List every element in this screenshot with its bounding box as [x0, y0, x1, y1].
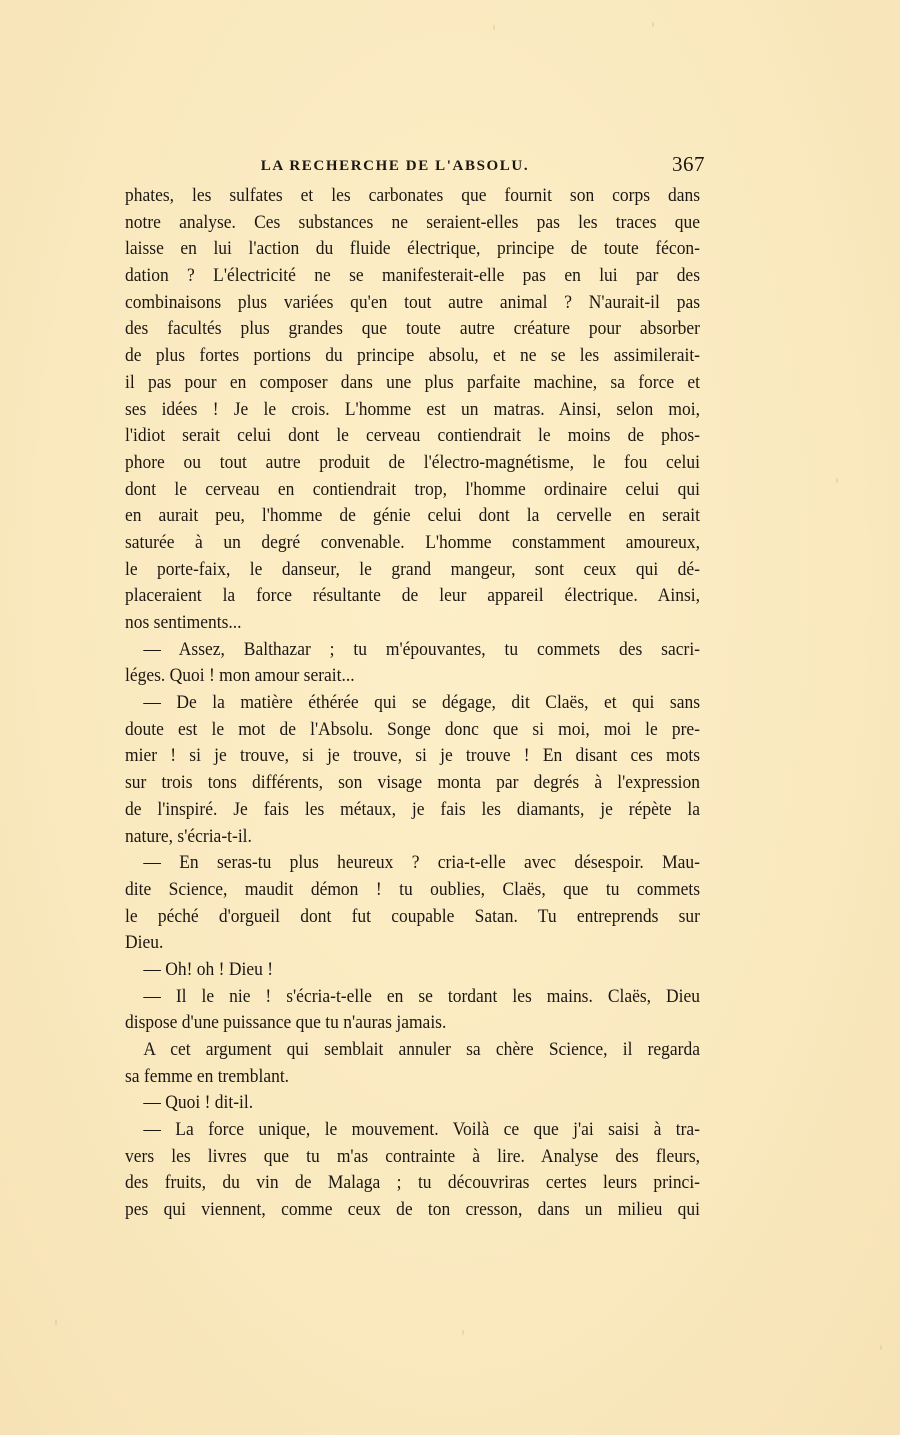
text-line: — Il le nie ! s'écria-t-elle en se tordant les mains. Claës, Dieu [143, 985, 700, 1007]
paper-speck [836, 478, 838, 483]
text-line: le porte-faix, le danseur, le grand mangeur, sont ceux qui dé- [125, 558, 700, 580]
text-line: — Quoi ! dit-il. [143, 1092, 254, 1114]
text-line: mier ! si je trouve, si je trouve, si je trouve ! En disant ces mots [125, 745, 700, 767]
text-line: laisse en lui l'action du fluide électrique, principe de toute fécon- [125, 238, 700, 260]
text-line: notre analyse. Ces substances ne seraient-elles pas les traces que [125, 211, 700, 233]
text-line: dite Science, maudit démon ! tu oublies, Claës, que tu commets [125, 878, 700, 900]
body-text [125, 183, 700, 1224]
text-line: nature, s'écria-t-il. [125, 825, 252, 847]
text-line: — En seras-tu plus heureux ? cria-t-elle avec désespoir. Mau- [143, 852, 700, 874]
paper-speck [652, 22, 654, 27]
text-line: phates, les sulfates et les carbonates que fournit son corps dans [125, 185, 700, 206]
paper-speck [462, 1330, 464, 1335]
text-line: le péché d'orgueil dont fut coupable Satan. Tu entreprends sur [125, 905, 700, 927]
text-line: combinaisons plus variées qu'en tout autre animal ? N'aurait-il pas [125, 291, 700, 313]
paper-speck [880, 1345, 882, 1350]
text-line: dont le cerveau en contiendrait trop, l'homme ordinaire celui qui [125, 478, 700, 500]
text-line: doute est le mot de l'Absolu. Songe donc que si moi, moi le pre- [125, 718, 700, 740]
page-number: 367 [672, 152, 705, 176]
text-line: — Assez, Balthazar ; tu m'épouvantes, tu commets des sacri- [143, 638, 700, 660]
text-line: saturée à un degré convenable. L'homme constamment amoureux, [125, 531, 700, 553]
text-line: des facultés plus grandes que toute autre créature pour absorber [125, 318, 700, 340]
text-line: vers les livres que tu m'as contrainte à lire. Analyse des fleurs, [125, 1145, 700, 1167]
text-line: sur trois tons différents, son visage monta par degrés à l'expression [125, 772, 700, 794]
text-line: — Oh! oh ! Dieu ! [143, 958, 274, 980]
text-line: phore ou tout autre produit de l'électro-magnétisme, le fou celui [125, 451, 700, 473]
text-line: de plus fortes portions du principe absolu, et ne se les assimilerait- [125, 345, 700, 367]
text-line: — La force unique, le mouvement. Voilà ce que j'ai saisi à tra- [143, 1119, 700, 1141]
text-line: Dieu. [125, 932, 164, 954]
text-line: sa femme en tremblant. [125, 1065, 290, 1087]
text-line: l'idiot serait celui dont le cerveau contiendrait le moins de phos- [125, 425, 700, 447]
text-line: dispose d'une puissance que tu n'auras jamais. [125, 1012, 447, 1034]
text-line: dation ? L'électricité ne se manifesterait-elle pas en lui par des [125, 265, 700, 287]
text-line: en aurait peu, l'homme de génie celui dont la cervelle en serait [125, 505, 700, 527]
running-title [125, 158, 705, 175]
text-line: ses idées ! Je le crois. L'homme est un matras. Ainsi, selon moi, [125, 398, 700, 420]
text-line: A cet argument qui semblait annuler sa chère Science, il regarda [143, 1039, 700, 1060]
text-line: placeraient la force résultante de leur appareil électrique. Ainsi, [125, 585, 700, 607]
text-line: pes qui viennent, comme ceux de ton cresson, dans un milieu qui [125, 1199, 700, 1221]
text-line: — De la matière éthérée qui se dégage, dit Claës, et qui sans [143, 692, 700, 714]
text-line: nos sentiments... [125, 612, 242, 633]
text-line: de l'inspiré. Je fais les métaux, je fais les diamants, je répète la [125, 798, 700, 820]
text-line: léges. Quoi ! mon amour serait... [125, 665, 355, 687]
text-line: il pas pour en composer dans une plus parfaite machine, sa force et [125, 371, 700, 393]
text-line: des fruits, du vin de Malaga ; tu découvriras certes leurs princi- [125, 1172, 700, 1194]
running-head [125, 152, 705, 178]
running-title-text: LA RECHERCHE DE L'ABSOLU. [260, 158, 530, 174]
paper-speck [493, 25, 495, 30]
paper-speck [55, 1320, 57, 1325]
